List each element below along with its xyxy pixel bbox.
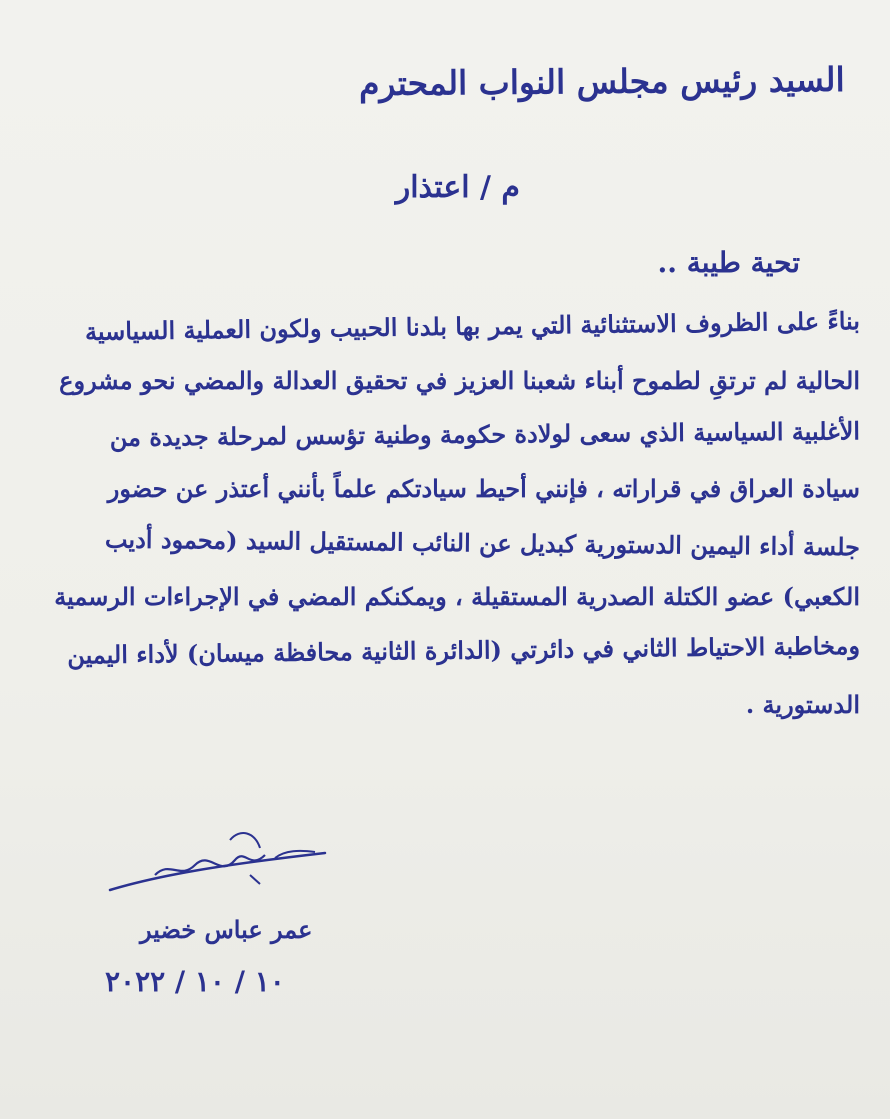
body-line: ومخاطبة الاحتياط الثاني في دائرتي (الدائرة الثانية محافظة ميسان) لأداء اليمين (67, 630, 861, 670)
body-line: سيادة العراق في قراراته ، فإنني أحيط سيادتكم علماً بأنني أعتذر عن حضور (107, 474, 860, 503)
body-line: الدستورية . (745, 690, 860, 719)
body-line: الأغلبية السياسية الذي سعى لولادة حكومة وطنية تؤسس لمرحلة جديدة من (109, 416, 861, 452)
body-line: الكعبي) عضو الكتلة الصدرية المستقيلة ، ويمكنكم المضي في الإجراءات الرسمية (54, 582, 860, 611)
addressee-line: السيد رئيس مجلس النواب المحترم (359, 59, 846, 104)
subject-line: م / اعتذار (395, 170, 520, 205)
signature-scribble-icon (100, 820, 340, 900)
greeting: تحية طيبة .. (657, 246, 800, 279)
body-line: جلسة أداء اليمين الدستورية كبديل عن النائب المستقيل السيد (محمود أديب (104, 524, 861, 562)
signature (100, 820, 340, 900)
body-line: الحالية لم ترتقِ لطموح أبناء شعبنا العزيز في تحقيق العدالة والمضي نحو مشروع (59, 366, 860, 395)
letter-date: ١٠ / ١٠ / ٢٠٢٢ (105, 965, 285, 998)
letter-body (25, 300, 860, 732)
signer-name: عمر عباس خضير (140, 915, 313, 944)
body-line: بناءً على الظروف الاستثنائية التي يمر بها بلدنا الحبيب ولكون العملية السياسية (84, 306, 861, 346)
